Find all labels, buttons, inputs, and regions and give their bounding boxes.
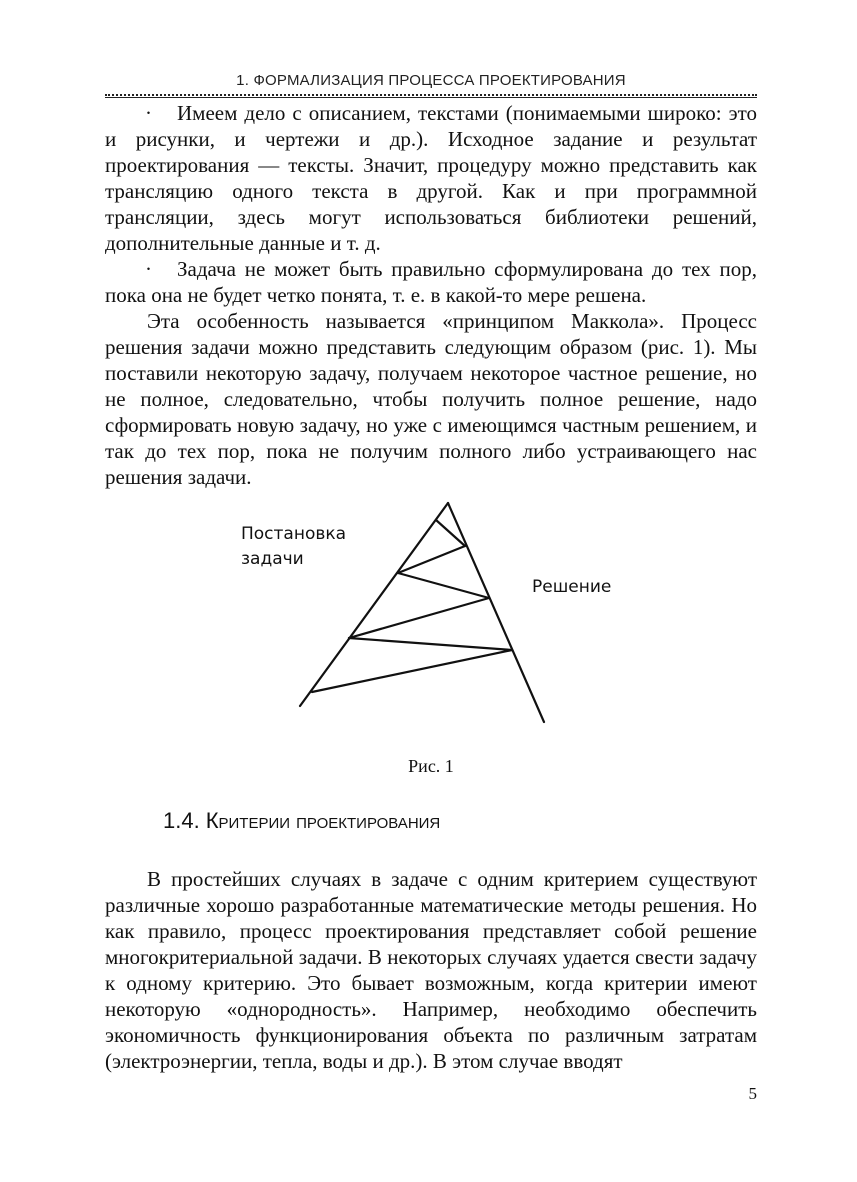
zigzag-segment xyxy=(398,573,489,598)
page-number: 5 xyxy=(748,1084,757,1103)
zigzag-segment xyxy=(349,638,512,650)
body-text-bottom xyxy=(105,866,757,1074)
bullet-marker: · xyxy=(145,101,152,125)
figure-label-solution: Решение xyxy=(532,577,612,597)
running-head-rule xyxy=(105,94,757,98)
body-text-top xyxy=(105,100,757,490)
paragraph-mccall-principle: Эта особенность называется «принципом Маккола». Процесс решения задачи можно представить следующим образом (рис. 1). Мы поставили некоторую задачу, получаем некоторое частное решение, но не полное, следовательно, чтобы получить полное решение, надо сформировать новую задачу, но уже с имеющимся частным решением, и так до тех пор, пока не получим полного либо устраивающего нас решения задачи. xyxy=(105,309,757,489)
zigzag-segment xyxy=(436,520,465,546)
zigzag-segment xyxy=(349,598,489,638)
zigzag-segment xyxy=(312,650,512,692)
solution-line xyxy=(448,503,544,722)
figure-label-problem: Постановка задачи xyxy=(241,524,347,569)
zigzag-segment xyxy=(398,546,465,573)
section-number: 1.4. xyxy=(163,808,200,833)
figure-caption: Рис. 1 xyxy=(408,756,454,776)
section-heading xyxy=(163,808,440,834)
section-title: Критерии проектирования xyxy=(205,808,441,833)
paragraph-criteria: В простейших случаях в задаче с одним критерием существуют различные хорошо разработанные математические методы решения. Но как правило, процесс проектирования представляет собой решение многокритериальной задачи. В некоторых случаях удается свести задачу к одному критерию. Это бывает возможным, когда критерии имеют некоторую «однородность». Например, необходимо обеспечить экономичность функционирования объекта по различным затратам (электроэнергии, тепла, воды и др.). В этом случае вводят xyxy=(105,867,757,1073)
running-head: 1. ФОРМАЛИЗАЦИЯ ПРОЦЕССА ПРОЕКТИРОВАНИЯ xyxy=(236,72,626,89)
bullet-marker: · xyxy=(145,257,152,281)
bullet-paragraph-2: · Задача не может быть правильно сформулирована до тех пор, пока она не будет четко понята, т. е. в какой-то мере решена. xyxy=(105,257,757,307)
bullet-paragraph-1: · Имеем дело с описанием, текстами (понимаемыми широко: это и рисунки, и чертежи и др.). Исходное задание и результат проектирования — тексты. Значит, процедуру можно представить как трансляцию одного текста в другой. Как и при программной трансляции, здесь могут использоваться библиотеки решений, дополнительные данные и т. д. xyxy=(105,101,757,255)
